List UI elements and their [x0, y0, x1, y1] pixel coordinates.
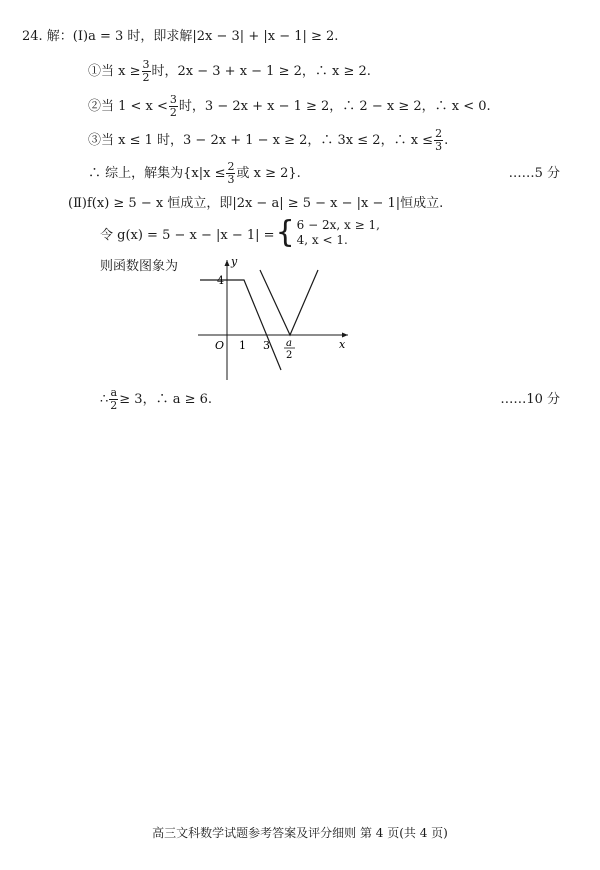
case-3: ③当 x ≤ 1 时，3 − 2x + 1 − x ≥ 2，∴ 3x ≤ 2，∴ x ≤ $\frac{2}{3}$ .: [88, 127, 449, 153]
fraction: $\frac{3}{2}$: [169, 93, 177, 119]
score-marker-5: ……5 分: [508, 166, 560, 181]
fraction: $\frac{a}{2}$: [110, 386, 118, 412]
score-marker-10: ……10 分: [500, 392, 560, 407]
part-2-line: (Ⅱ)f(x) ≥ 5 − x 恒成立，即|2x − a| ≥ 5 − x − |x − 1|恒成立.: [68, 196, 444, 211]
piecewise-cases: 6 − 2x, x ≥ 1, 4, x < 1.: [296, 218, 380, 247]
problem-header: 24. 解：(Ⅰ)a = 3 时，即求解|2x − 3| + |x − 1| ≥ 2.: [22, 29, 339, 44]
y-axis-label: y: [231, 255, 238, 268]
case-1: ①当 x ≥ $\frac{3}{2}$ 时，2x − 3 + x − 1 ≥ 2，∴ x ≥ 2.: [88, 58, 371, 84]
graph-intro: 则函数图象为: [100, 259, 179, 274]
tick-label-3: 3: [263, 339, 270, 352]
fraction: $\frac{3}{2}$: [142, 58, 150, 84]
summary-line: ∴ 综上，解集为{x|x ≤ $\frac{2}{3}$ 或 x ≥ 2}.: [88, 160, 301, 186]
g-graph-line: [200, 280, 281, 370]
g-definition: 令 g(x) = 5 − x − |x − 1| = { 6 − 2x, x ≥ 1, 4, x < 1.: [100, 215, 380, 250]
page-footer: 高三文科数学试题参考答案及评分细则 第 4 页(共 4 页): [152, 826, 448, 840]
x-axis-arrow: [342, 333, 348, 338]
function-graph: [190, 252, 360, 382]
conclusion-line: ∴ $\frac{a}{2}$ ≥ 3，∴ a ≥ 6.: [100, 386, 213, 412]
tick-label-a: a: [286, 338, 292, 349]
x-axis-label: x: [339, 338, 346, 351]
f-graph-v: [260, 270, 318, 335]
tick-label-4: 4: [217, 274, 224, 287]
fraction: $\frac{2}{3}$: [435, 127, 443, 153]
case-2: ②当 1 < x < $\frac{3}{2}$ 时，3 − 2x + x − 1 ≥ 2，∴ 2 − x ≥ 2，∴ x < 0.: [88, 93, 491, 119]
y-axis-arrow: [225, 260, 230, 266]
brace-symbol: {: [275, 215, 295, 250]
tick-label-1: 1: [239, 339, 246, 352]
tick-label-2: 2: [286, 350, 293, 361]
origin-label: O: [215, 339, 225, 352]
fraction: $\frac{2}{3}$: [227, 160, 235, 186]
